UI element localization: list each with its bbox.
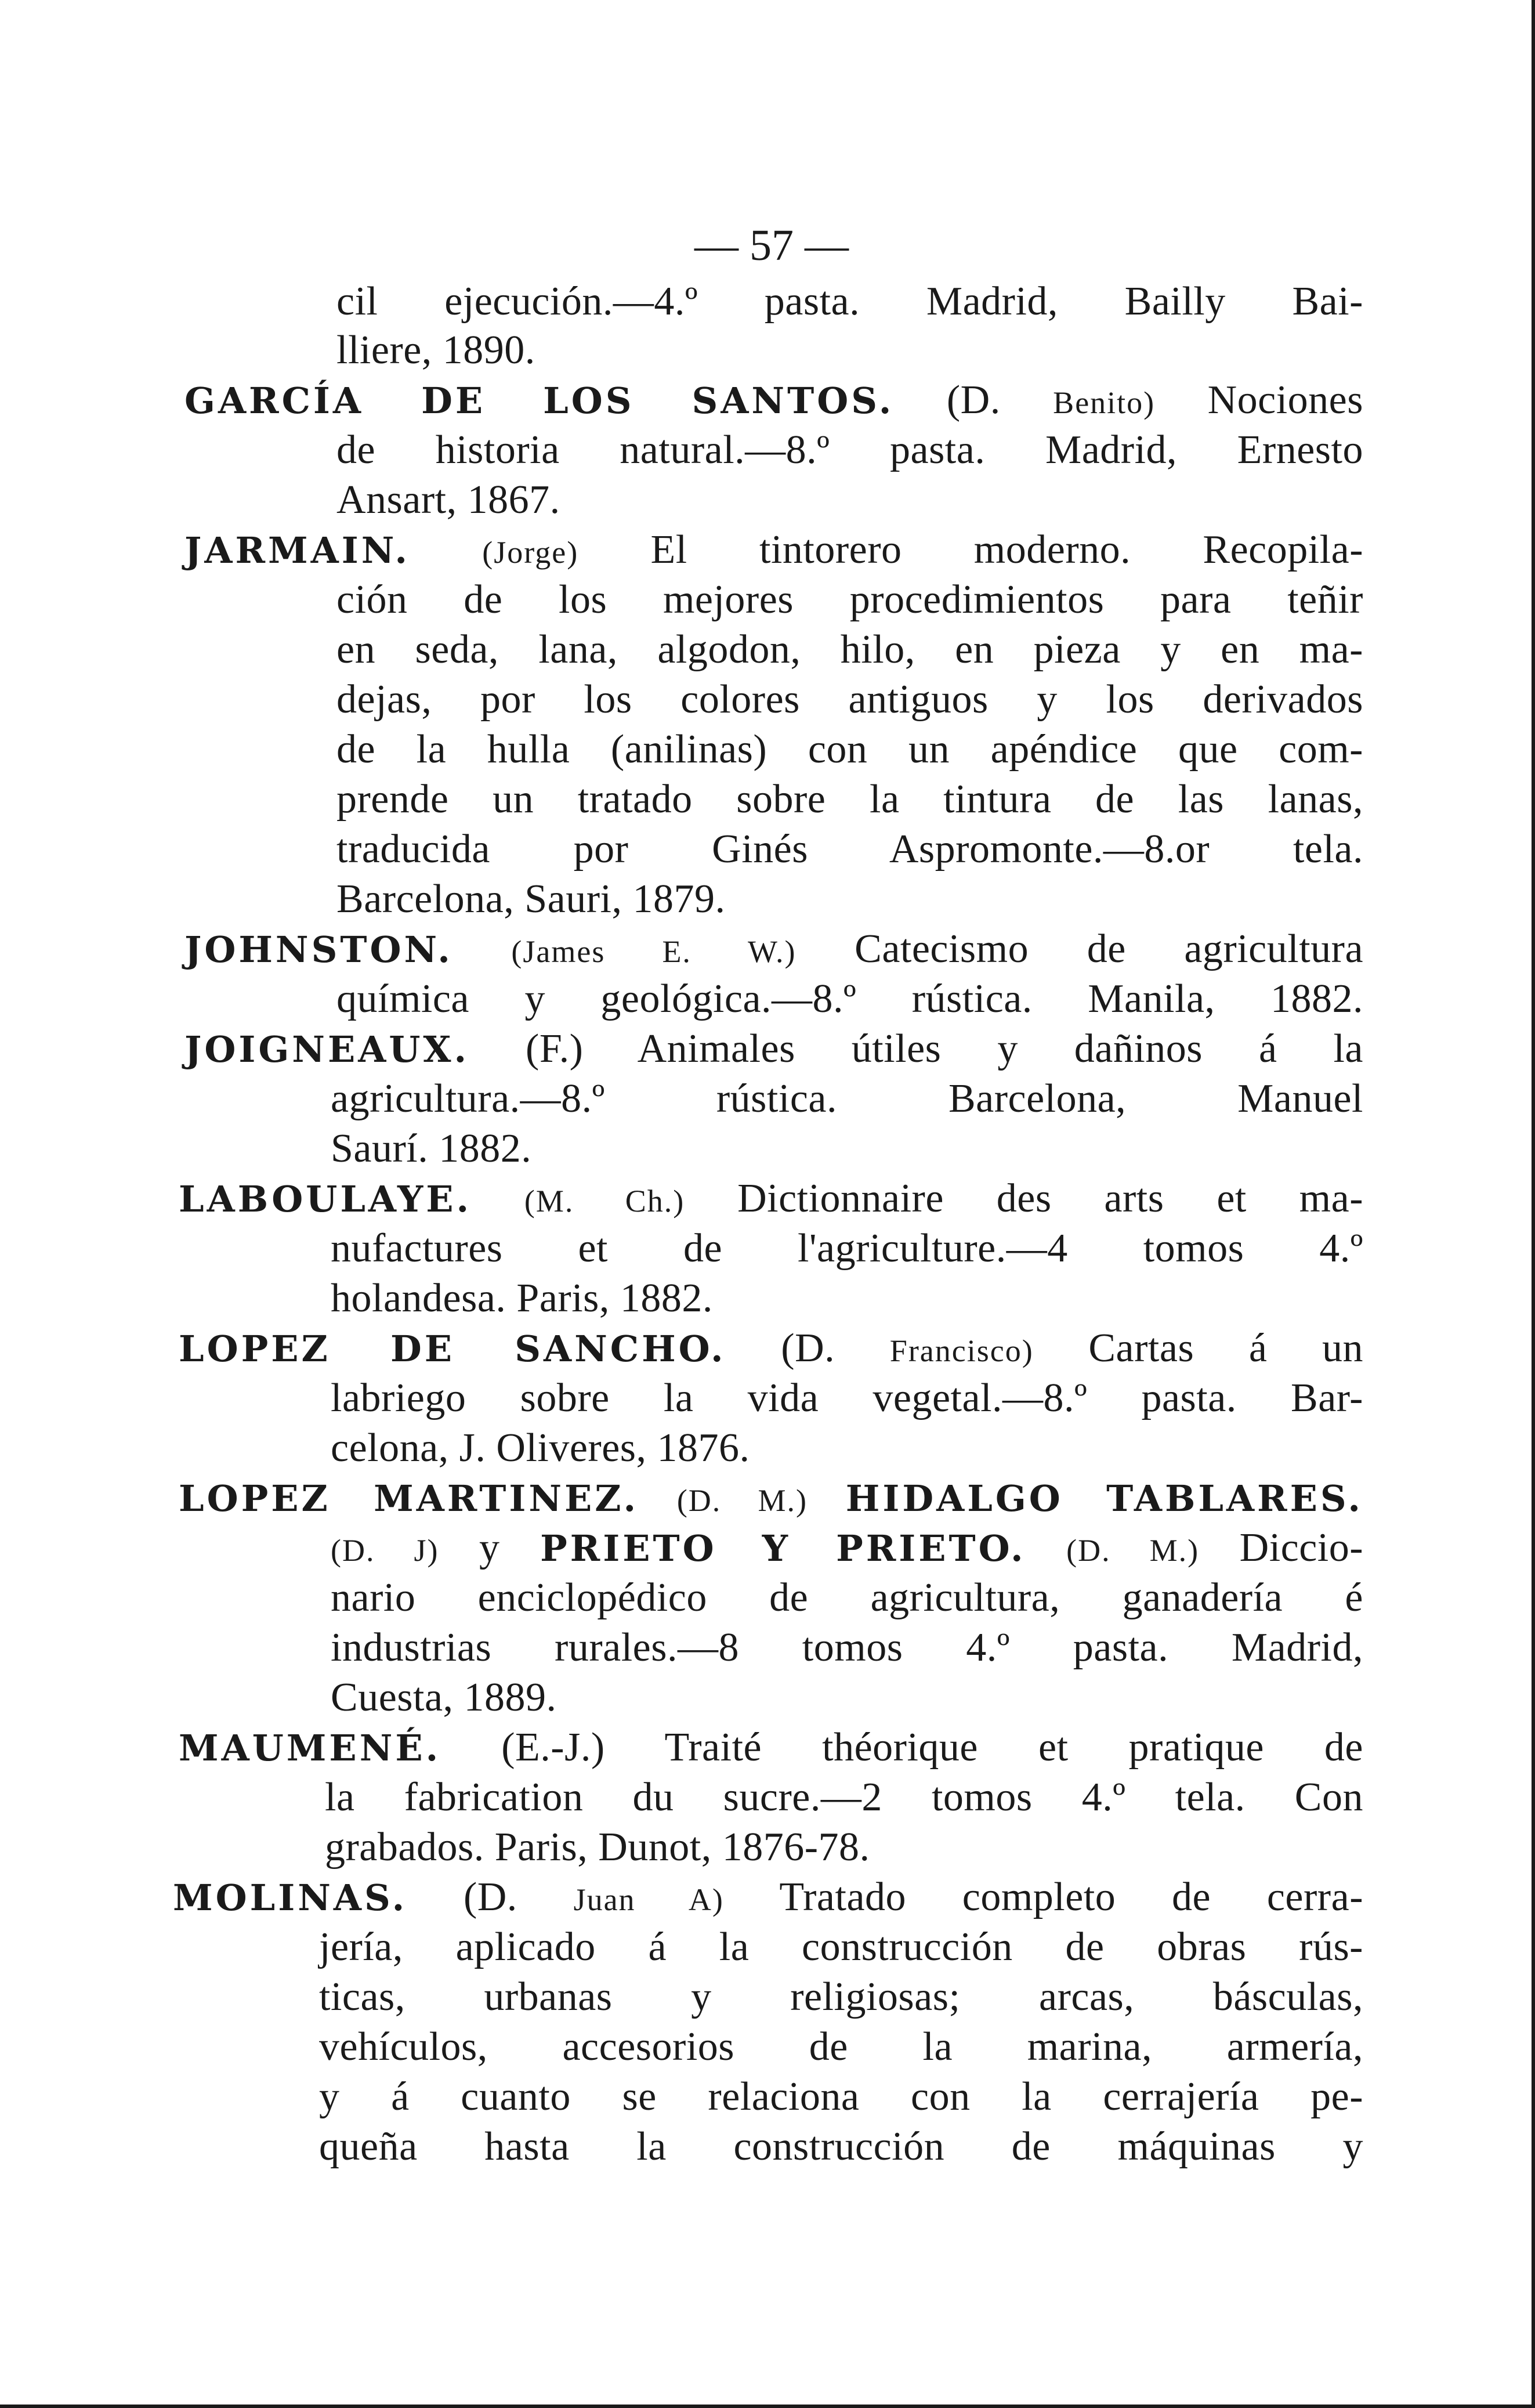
text-line: de la hulla (anilinas) con un apéndice que com- (336, 727, 1363, 772)
text-line: dejas, por los colores antiguos y los derivados (336, 677, 1363, 722)
author-name: (F.) (526, 1026, 584, 1071)
entry-first-line (173, 1873, 1363, 1922)
text-line: celona, J. Oliveres, 1876. (331, 1426, 750, 1470)
text-line: traducida por Ginés Aspromonte.—8.or tela. (336, 827, 1363, 872)
text-line: nufactures et de l'agriculture.—4 tomos 4.º (331, 1226, 1363, 1271)
entry-heading: LOPEZ DE SANCHO. (179, 1328, 726, 1370)
text-line: química y geológica.—8.º rústica. Manila, 1882. (336, 977, 1363, 1021)
text-line: prende un tratado sobre la tintura de las lanas, (336, 777, 1363, 822)
author-name: Benito) (1053, 385, 1156, 420)
entry-heading-third: PRIETO Y PRIETO. (540, 1527, 1026, 1570)
entry-text: El tintorero moderno. Recopila- (650, 527, 1364, 572)
text-line: labriego sobre la vida vegetal.—8.º pasta. Bar- (331, 1376, 1363, 1420)
entry-heading: GARCÍA DE LOS SANTOS. (184, 379, 895, 422)
conjunction: y (479, 1525, 500, 1570)
text-line: la fabrication du sucre.—2 tomos 4.º tela. Con (325, 1775, 1363, 1820)
text-line: grabados. Paris, Dunot, 1876-78. (325, 1825, 870, 1870)
entry-text: Dictionnaire des arts et ma- (737, 1176, 1364, 1221)
text-line: Saurí. 1882. (331, 1126, 532, 1171)
author-title: (D. M.) (676, 1483, 808, 1518)
author-name: (E.-J.) (501, 1725, 605, 1770)
text-line: holandesa. Paris, 1882. (331, 1276, 713, 1321)
entry-heading: JOIGNEAUX. (184, 1028, 470, 1071)
author-name: Francisco) (889, 1333, 1034, 1368)
page-number: — 57 — (694, 221, 849, 270)
author-title: (D. J) (331, 1533, 439, 1568)
entry-first-line (184, 1025, 1363, 1073)
entry-first-line (184, 376, 1363, 425)
text-line: Cuesta, 1889. (331, 1675, 557, 1720)
text-line: de historia natural.—8.º pasta. Madrid, Ernesto (336, 428, 1363, 472)
author-title: (D. M.) (1066, 1533, 1200, 1568)
text-line: nario enciclopédico de agricultura, ganadería é (331, 1575, 1363, 1620)
entry-first-line (184, 526, 1363, 574)
author-title: (D. (946, 378, 1001, 422)
entry-first-line (179, 1474, 1363, 1523)
entry-text: Cartas á un (1088, 1326, 1364, 1371)
author-name: (Jorge) (482, 535, 579, 570)
entry-line (331, 1524, 1363, 1572)
entry-heading-second: HIDALGO TABLARES. (845, 1477, 1363, 1520)
entry-text: Animales útiles y dañinos á la (637, 1026, 1364, 1071)
text-line: industrias rurales.—8 tomos 4.º pasta. Madrid, (331, 1625, 1363, 1670)
entry-heading: MOLINAS. (173, 1876, 408, 1919)
entry-first-line (179, 1324, 1363, 1373)
entry-text: Catecismo de agricultura (855, 927, 1364, 971)
entry-heading: LOPEZ MARTINEZ. (179, 1477, 639, 1520)
entry-first-line (179, 1723, 1363, 1772)
author-title: (D. (463, 1875, 517, 1919)
entry-heading: MAUMENÉ. (179, 1727, 441, 1769)
text-line: Ansart, 1867. (336, 478, 560, 522)
text-line: lliere, 1890. (336, 328, 535, 373)
text-line: agricultura.—8.º rústica. Barcelona, Manuel (331, 1076, 1363, 1121)
entry-text: Traité théorique et pratique de (664, 1725, 1363, 1770)
author-name: (James E. W.) (511, 934, 797, 969)
text-line: ticas, urbanas y religiosas; arcas, básculas, (319, 1975, 1363, 2019)
text-line: y á cuanto se relaciona con la cerrajería pe- (319, 2074, 1363, 2119)
entry-first-line (184, 925, 1363, 974)
entry-heading: JARMAIN. (184, 529, 410, 572)
author-name: (M. Ch.) (524, 1184, 685, 1219)
text-line: queña hasta la construcción de máquinas y (319, 2124, 1363, 2169)
entry-first-line (179, 1174, 1363, 1223)
entry-text: Diccio- (1239, 1525, 1364, 1570)
author-title: (D. (781, 1326, 835, 1371)
entry-heading: JOHNSTON. (184, 928, 453, 971)
entry-text: Nociones (1207, 378, 1363, 422)
entry-text: Tratado completo de cerra- (779, 1875, 1363, 1919)
text-line: ción de los mejores procedimientos para teñir (336, 577, 1363, 622)
text-line: jería, aplicado á la construcción de obras rús- (319, 1925, 1363, 1969)
text-line: vehículos, accesorios de la marina, armería, (319, 2024, 1363, 2069)
entry-heading: LABOULAYE. (179, 1178, 472, 1220)
text-line: en seda, lana, algodon, hilo, en pieza y en ma- (336, 627, 1363, 672)
text-line: cil ejecución.—4.º pasta. Madrid, Bailly Bai- (336, 279, 1363, 324)
text-line: Barcelona, Sauri, 1879. (336, 877, 726, 921)
author-name: Juan A) (573, 1882, 724, 1917)
